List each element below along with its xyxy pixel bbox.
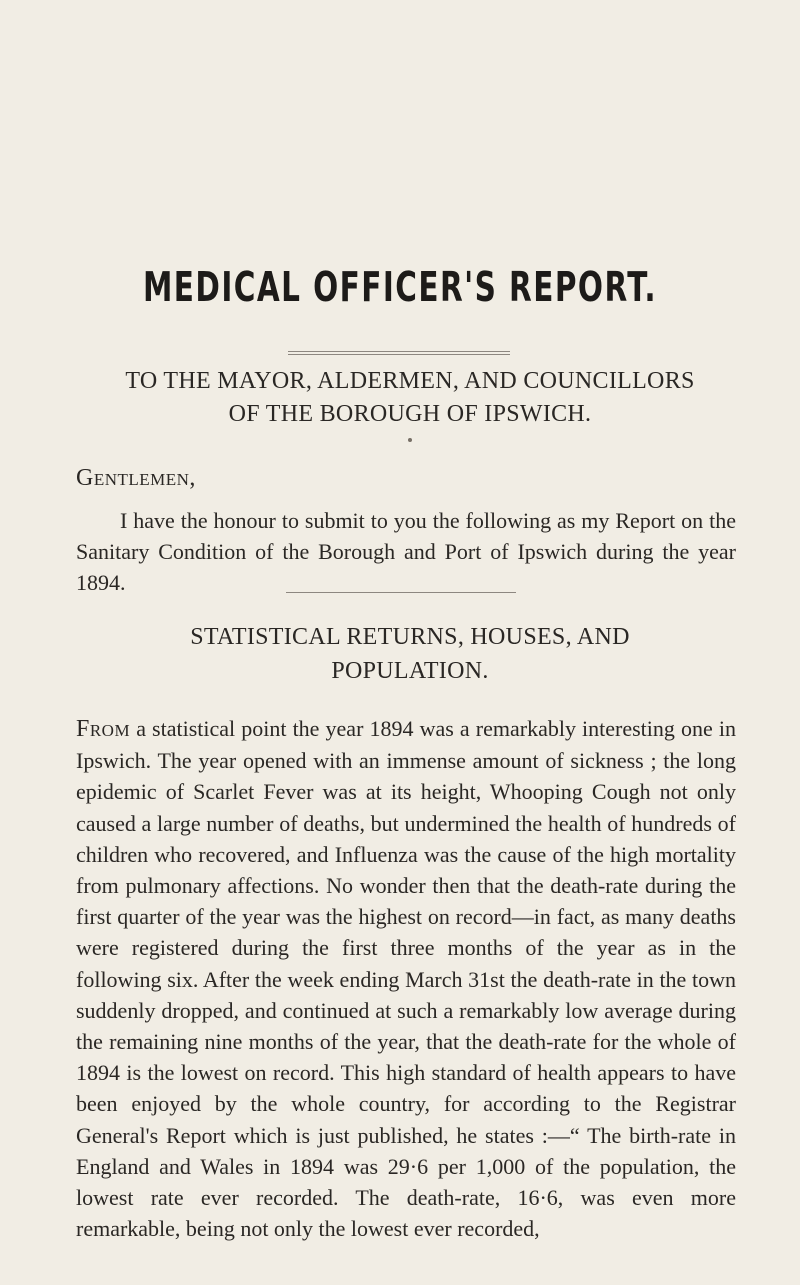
body-paragraph	[76, 713, 736, 1244]
address-line: OF THE BOROUGH OF IPSWICH.	[228, 401, 592, 427]
title-divider	[288, 351, 510, 355]
section-divider	[286, 592, 516, 593]
ink-speck	[408, 438, 412, 442]
salutation: Gentlemen,	[76, 465, 196, 491]
section-heading-line: POPULATION.	[331, 658, 489, 684]
intro-paragraph: I have the honour to submit to you the following as my Report on the Sanitary Condition of the Borough and Port of Ipswich during the year 1894.	[76, 508, 736, 595]
section-heading	[60, 620, 760, 688]
section-heading-line: STATISTICAL RETURNS, HOUSES, AND	[190, 624, 630, 650]
report-title: MEDICAL OFFICER'S REPORT.	[142, 263, 658, 311]
body-lead-word: From	[76, 716, 131, 742]
address-block	[60, 365, 760, 431]
body-paragraph-text: a statistical point the year 1894 was a remarkably interesting one in Ipswich. The year opened with an immense amount of sickness ; the long epidemic of Scarlet Fever was at its height, Whooping Cough not only caused a large number of deaths, but undermined the health of hundreds of children who recovered, and Influenza was the cause of the high mortality from pulmonary affections. No wonder then that the death-rate during the first quarter of the year was the highest on record—in fact, as many deaths were registered during the first three months of the year as in the following six. After the week ending March 31st the death-rate in the town suddenly dropped, and continued at such a remarkably low average during the remaining nine months of the year, that the death-rate for the whole of 1894 is the lowest on record. This high standard of health appears to have been enjoyed by the whole country, for according to the Registrar General's Report which is just published, he states :—“ The birth-rate in England and Wales in 1894 was 29·6 per 1,000 of the population, the lowest rate ever recorded. The death-rate, 16·6, was even more remarkable, being not only the lowest ever recorded,	[76, 716, 736, 1242]
address-line: TO THE MAYOR, ALDERMEN, AND COUNCILLORS	[125, 368, 695, 394]
